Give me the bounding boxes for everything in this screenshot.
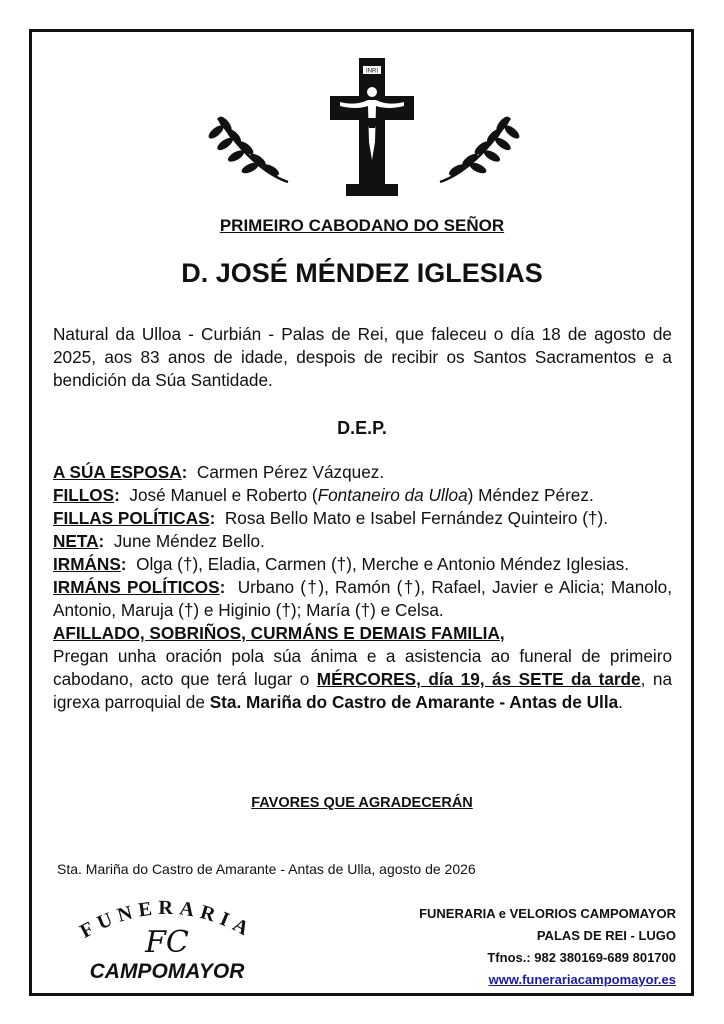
laurel-branch-right-icon (430, 110, 530, 190)
children-text-post: ) Méndez Pérez. (467, 485, 594, 505)
children-label: FILLOS (53, 485, 115, 505)
children-occupation: Fontaneiro da Ulloa (317, 485, 468, 505)
granddaughter-label: NETA (53, 531, 99, 551)
funeral-date: MÉRCORES, día 19, ás SETE da tarde (316, 669, 641, 689)
in-laws-text: Rosa Bello Mato e Isabel Fernández Quinteiro (†). (224, 508, 608, 528)
intro-paragraph: Natural da Ulloa - Curbián - Palas de Rei, que faleceu o día 18 de agosto de 2025, aos 83 anos de idade, despois de recibir os Santos Sacramentos e a bendición da Súa Santidade. (53, 324, 672, 390)
logo-name: CAMPOMAYOR (89, 960, 245, 983)
crucifix-icon (328, 56, 416, 198)
granddaughter-line: NETA: June Méndez Bello. (53, 531, 265, 551)
siblings-in-law-line: IRMÁNS POLÍTICOS: Urbano (†), Ramón (†), Rafael, Javier e Alicia; Manolo, Antonio, Maruja (†) e Higinio (†); María (†) e Celsa. (53, 577, 672, 620)
siblings-in-law-label: IRMÁNS POLÍTICOS (53, 577, 220, 597)
children-text-pre: José Manuel e Roberto ( (129, 485, 318, 505)
other-family-label: AFILLADO, SOBRIÑOS, CURMÁNS E DEMAIS FAMILIA (53, 623, 500, 643)
funeral-text-mid: , na igrexa parroquial de (53, 669, 673, 712)
in-laws-label: FILLAS POLÍTICAS (53, 508, 210, 528)
funeral-text-end: . (618, 692, 623, 712)
spouse-line: A SÚA ESPOSA: Carmen Pérez Vázquez. (53, 462, 385, 482)
siblings-in-law-text: Urbano (†), Ramón (†), Rafael, Javier e Alicia; Manolo, Antonio, Maruja (†) e Higinio (†); María (†) e Celsa. (53, 577, 672, 620)
funeral-place: Sta. Mariña do Castro de Amarante - Antas de Ulla (209, 692, 619, 712)
deceased-name: D. JOSÉ MÉNDEZ IGLESIAS (181, 258, 543, 288)
children-line: FILLOS: José Manuel e Roberto (Fontaneiro da Ulloa) Méndez Pérez. (53, 485, 594, 505)
siblings-label: IRMÁNS (53, 554, 121, 574)
funeral-paragraph (53, 645, 672, 714)
logo-monogram: FC (145, 925, 189, 960)
siblings-line: IRMÁNS: Olga (†), Eladia, Carmen (†), Merche e Antonio Méndez Iglesias. (53, 554, 630, 574)
company-location: PALAS DE REI - LUGO (536, 928, 676, 943)
inri-plaque: INRI (366, 68, 378, 75)
place-date: Sta. Mariña do Castro de Amarante - Antas de Ulla, agosto de 2026 (57, 861, 476, 877)
laurel-branch-left-icon (198, 110, 298, 190)
dep-heading: D.E.P. (337, 418, 387, 438)
granddaughter-text: June Méndez Bello. (113, 531, 265, 551)
siblings-text: Olga (†), Eladia, Carmen (†), Merche e Antonio Méndez Iglesias. (136, 554, 630, 574)
company-name: FUNERARIA e VELORIOS CAMPOMAYOR (419, 906, 676, 921)
contact-block (419, 903, 676, 991)
company-phones: Tfnos.: 982 380169-689 801700 (487, 950, 676, 965)
spouse-text: Carmen Pérez Vázquez. (196, 462, 385, 482)
notice-title: PRIMEIRO CABODANO DO SEÑOR (219, 216, 505, 235)
funeral-text-pre: Pregan unha oración pola súa ánima e a asistencia ao funeral de primeiro cabodano, acto que terá lugar o (53, 646, 672, 689)
thanks-line: FAVORES QUE AGRADECERÁN (251, 795, 473, 811)
family-list (53, 461, 672, 714)
spouse-label: A SÚA ESPOSA (53, 462, 182, 482)
logo-arc-text: FUNERARIA (76, 896, 258, 943)
funeral-home-logo (52, 890, 282, 985)
other-family-line: AFILLADO, SOBRIÑOS, CURMÁNS E DEMAIS FAMILIA, (53, 623, 505, 643)
company-website-link[interactable]: www.funerariacampomayor.es (488, 972, 676, 987)
in-laws-line: FILLAS POLÍTICAS: Rosa Bello Mato e Isabel Fernández Quinteiro (†). (53, 508, 608, 528)
